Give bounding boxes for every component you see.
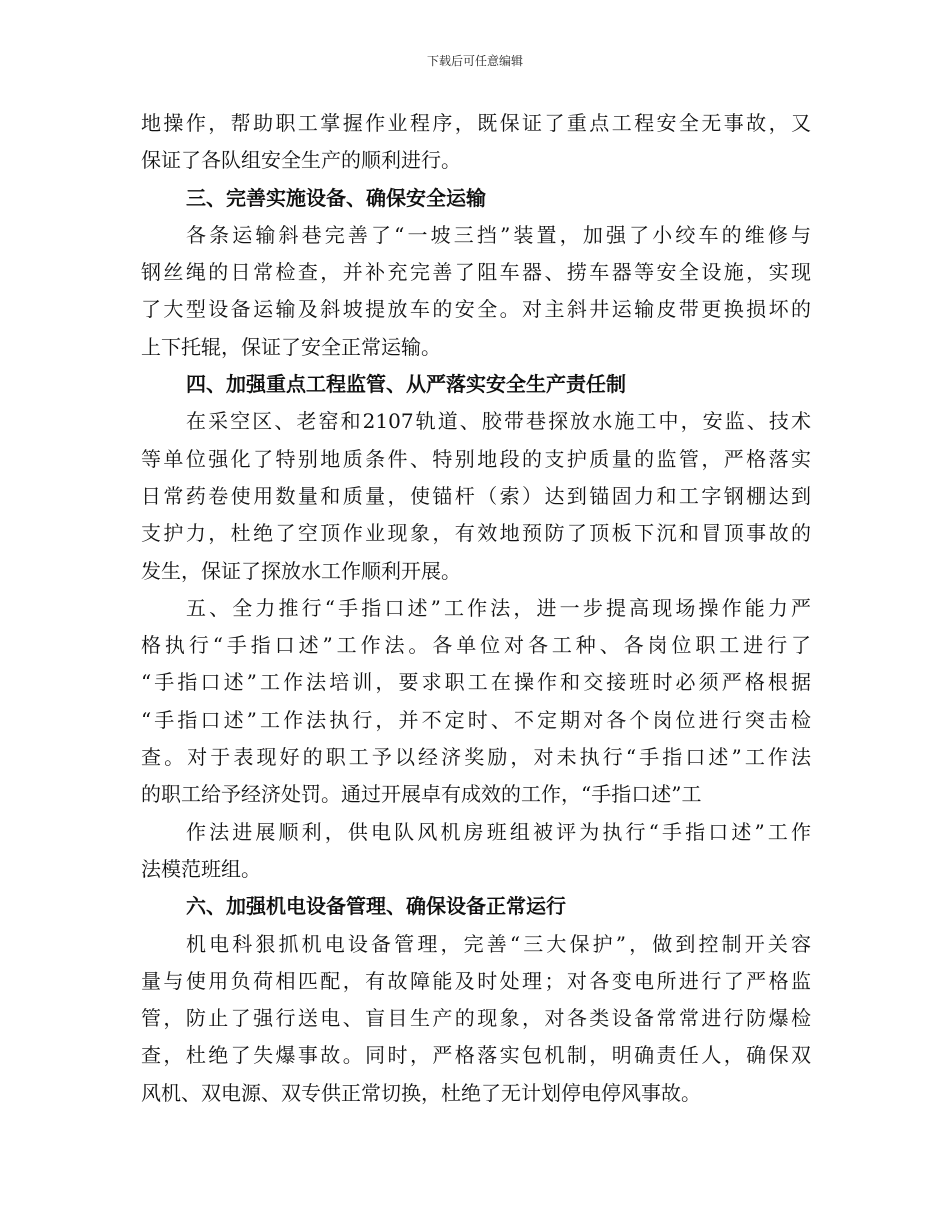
document-body bbox=[141, 105, 811, 1112]
text-line: 量与使用负荷相匹配，有故障能及时处理；对各变电所进行了严格监 bbox=[141, 968, 811, 993]
text-line: 查，杜绝了失爆事故。同时，严格落实包机制，明确责任人，确保双 bbox=[141, 1043, 811, 1068]
text-line: 日常药卷使用数量和质量，使锚杆（索）达到锚固力和工字钢棚达到 bbox=[141, 483, 811, 508]
text-line: 五、全力推行“手指口述”工作法，进一步提高现场操作能力严 bbox=[186, 595, 811, 620]
text-line: 机电科狠抓机电设备管理，完善“三大保护”，做到控制开关容 bbox=[186, 931, 811, 956]
text-line: “手指口述”工作法执行，并不定时、不定期对各个岗位进行突击检 bbox=[141, 707, 811, 732]
text-line: 钢丝绳的日常检查，并补充完善了阻车器、捞车器等安全设施，实现 bbox=[141, 260, 811, 285]
text-line: 管，防止了强行送电、盲目生产的现象，对各类设备常常进行防爆检 bbox=[141, 1006, 811, 1031]
text-line: 发生，保证了探放水工作顺利开展。 bbox=[141, 558, 461, 583]
text-line: 等单位强化了特别地质条件、特别地段的支护质量的监管，严格落实 bbox=[141, 446, 811, 471]
text-line: 法模范班组。 bbox=[141, 856, 261, 881]
text-line: 地操作，帮助职工掌握作业程序，既保证了重点工程安全无事故，又 bbox=[141, 111, 811, 135]
section-heading: 四、加强重点工程监管、从严落实安全生产责任制 bbox=[186, 372, 626, 397]
text-line: 的职工给予经济处罚。通过开展卓有成效的工作，“手指口述”工 bbox=[141, 782, 702, 807]
page-header-note: 下载后可任意编辑 bbox=[426, 54, 523, 68]
text-line: 上下托辊，保证了安全正常运输。 bbox=[141, 334, 441, 359]
text-line: 格执行“手指口述”工作法。各单位对各工种、各岗位职工进行了 bbox=[141, 633, 811, 658]
text-line: 作法进展顺利，供电队风机房班组被评为执行“手指口述”工作 bbox=[186, 819, 811, 844]
text-line: 支护力，杜绝了空顶作业现象，有效地预防了顶板下沉和冒顶事故的 bbox=[141, 521, 811, 546]
section-heading: 六、加强机电设备管理、确保设备正常运行 bbox=[186, 894, 566, 919]
text-line: 了大型设备运输及斜坡提放车的安全。对主斜井运输皮带更换损坏的 bbox=[141, 297, 811, 322]
text-line: 在采空区、老窑和2107轨道、胶带巷探放水施工中，安监、技术 bbox=[186, 409, 811, 434]
text-line: 风机、双电源、双专供正常切换，杜绝了无计划停电停风事故。 bbox=[141, 1080, 701, 1105]
text-line: 保证了各队组安全生产的顺利进行。 bbox=[141, 148, 461, 173]
text-line: “手指口述”工作法培训，要求职工在操作和交接班时必须严格根据 bbox=[141, 670, 811, 695]
section-heading: 三、完善实施设备、确保安全运输 bbox=[186, 185, 486, 210]
text-line: 查。对于表现好的职工予以经济奖励，对未执行“手指口述”工作法 bbox=[141, 745, 811, 770]
text-line: 各条运输斜巷完善了“一坡三挡”装置，加强了小绞车的维修与 bbox=[186, 222, 811, 247]
